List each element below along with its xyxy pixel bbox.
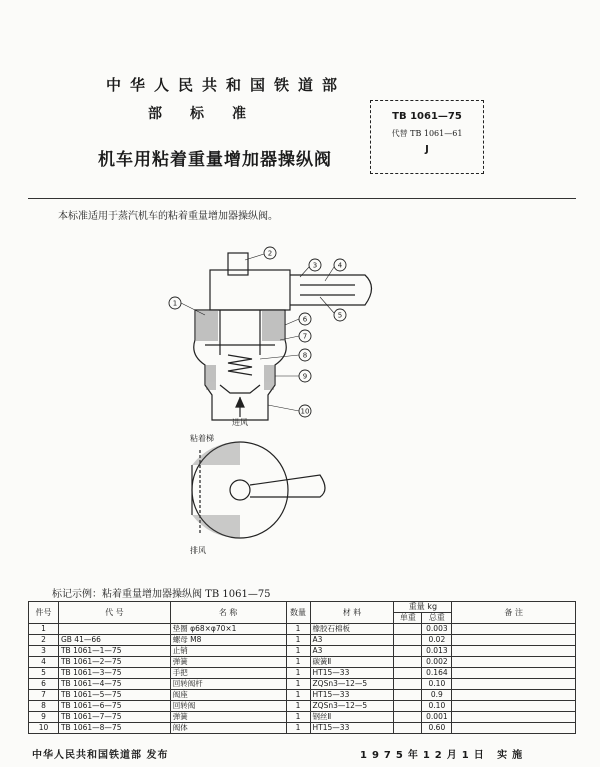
cell-remark: [452, 679, 576, 690]
parts-table: [28, 601, 576, 734]
cell-no: 1: [29, 624, 59, 635]
cell-unit: [394, 679, 422, 690]
cell-qty: 1: [286, 690, 310, 701]
cell-name: 回转阀杆: [170, 679, 286, 690]
cell-no: 5: [29, 668, 59, 679]
callout-9: 9: [302, 372, 308, 381]
cell-no: 6: [29, 679, 59, 690]
cell-total: 0.60: [422, 723, 452, 734]
cell-qty: 1: [286, 657, 310, 668]
callout-6: 6: [302, 315, 308, 324]
cell-material: 碳簧Ⅱ: [310, 657, 394, 668]
col-total-weight: 总重: [422, 613, 452, 624]
cell-total: 0.02: [422, 635, 452, 646]
table-row: [29, 657, 576, 668]
cell-code: GB 41—66: [58, 635, 170, 646]
col-no: 件号: [29, 602, 59, 624]
col-material: 材 料: [310, 602, 394, 624]
callout-5-top: 5: [337, 311, 343, 320]
cell-no: 9: [29, 712, 59, 723]
cell-no: 10: [29, 723, 59, 734]
cell-total: 0.003: [422, 624, 452, 635]
callout-10: 10: [300, 407, 310, 416]
cell-remark: [452, 690, 576, 701]
table-row: [29, 624, 576, 635]
cell-total: 0.10: [422, 701, 452, 712]
cell-no: 2: [29, 635, 59, 646]
replaces-standard: 代替 TB 1061—61: [391, 129, 463, 138]
cell-qty: 1: [286, 635, 310, 646]
cell-qty: 1: [286, 712, 310, 723]
cell-name: 止销: [170, 646, 286, 657]
table-row: [29, 701, 576, 712]
table-row: [29, 679, 576, 690]
scope-statement: 本标准适用于蒸汽机车的粘着重量增加器操纵阀。: [58, 211, 278, 222]
cell-code: TB 1061—6—75: [58, 701, 170, 712]
cell-name: 阀体: [170, 723, 286, 734]
air-in-label: 进风: [232, 418, 248, 427]
cell-unit: [394, 690, 422, 701]
cell-qty: 1: [286, 679, 310, 690]
cell-name: 垫圈 φ68×φ70×1: [170, 624, 286, 635]
marking-example: 标记示例：粘着重量增加器操纵阀 TB 1061—75: [52, 589, 271, 600]
cell-name: 弹簧: [170, 657, 286, 668]
cell-code: TB 1061—1—75: [58, 646, 170, 657]
col-unit-weight: 单重: [394, 613, 422, 624]
cell-material: ZQSn3—12—5: [310, 701, 394, 712]
standard-type-heading: 部标准: [148, 106, 274, 122]
standard-number: TB 1061—75: [392, 111, 462, 122]
callout-3: 3: [312, 261, 318, 270]
col-name: 名 称: [170, 602, 286, 624]
cell-qty: 1: [286, 624, 310, 635]
cell-name: 手把: [170, 668, 286, 679]
cell-material: HT15—33: [310, 668, 394, 679]
cell-unit: [394, 668, 422, 679]
cell-code: [58, 624, 170, 635]
cell-name: 弹簧: [170, 712, 286, 723]
valve-drawing: [150, 235, 390, 565]
table-row: [29, 635, 576, 646]
cell-material: 钢丝Ⅱ: [310, 712, 394, 723]
cell-qty: 1: [286, 723, 310, 734]
cell-code: TB 1061—7—75: [58, 712, 170, 723]
cell-remark: [452, 668, 576, 679]
table-row: [29, 712, 576, 723]
callout-4: 4: [337, 261, 343, 270]
table-row: [29, 668, 576, 679]
cell-name: 阀座: [170, 690, 286, 701]
cell-remark: [452, 712, 576, 723]
cell-code: TB 1061—3—75: [58, 668, 170, 679]
exhaust-label: 排风: [190, 546, 206, 555]
cell-remark: [452, 701, 576, 712]
callout-1: 1: [172, 299, 178, 308]
table-row: [29, 690, 576, 701]
cell-material: A3: [310, 646, 394, 657]
cell-name: 螺母 M8: [170, 635, 286, 646]
callout-2: 2: [267, 249, 273, 258]
cell-no: 8: [29, 701, 59, 712]
header-divider: [28, 198, 576, 199]
cell-unit: [394, 657, 422, 668]
cell-remark: [452, 646, 576, 657]
cell-material: HT15—33: [310, 690, 394, 701]
standard-number-box: [370, 100, 484, 174]
cell-code: TB 1061—4—75: [58, 679, 170, 690]
cell-code: TB 1061—5—75: [58, 690, 170, 701]
col-qty: 数量: [286, 602, 310, 624]
cell-qty: 1: [286, 668, 310, 679]
cell-total: 0.001: [422, 712, 452, 723]
document-title: 机车用粘着重量增加器操纵阀: [98, 150, 332, 170]
cell-material: HT15—33: [310, 723, 394, 734]
classification-code: J: [425, 144, 429, 155]
col-weight: 重量 kg: [394, 602, 452, 613]
effective-date: 1975年12月1日 实施: [360, 750, 528, 761]
cell-unit: [394, 635, 422, 646]
cell-code: TB 1061—8—75: [58, 723, 170, 734]
cell-material: ZQSn3—12—5: [310, 679, 394, 690]
adhesion-label: 粘着梯: [190, 434, 214, 443]
cell-total: 0.10: [422, 679, 452, 690]
cell-no: 3: [29, 646, 59, 657]
cell-material: 橡胶石棉板: [310, 624, 394, 635]
cell-material: A3: [310, 635, 394, 646]
col-code: 代 号: [58, 602, 170, 624]
col-remark: 备 注: [452, 602, 576, 624]
cell-total: 0.164: [422, 668, 452, 679]
callout-7: 7: [302, 332, 308, 341]
cell-unit: [394, 712, 422, 723]
issuer: 中华人民共和国铁道部 发布: [32, 750, 169, 761]
table-row: [29, 646, 576, 657]
cell-remark: [452, 635, 576, 646]
cell-no: 4: [29, 657, 59, 668]
cell-total: 0.013: [422, 646, 452, 657]
cell-remark: [452, 624, 576, 635]
cell-remark: [452, 723, 576, 734]
cell-unit: [394, 723, 422, 734]
cell-total: 0.002: [422, 657, 452, 668]
cell-unit: [394, 701, 422, 712]
cell-qty: 1: [286, 646, 310, 657]
table-row: [29, 723, 576, 734]
cell-total: 0.9: [422, 690, 452, 701]
cell-remark: [452, 657, 576, 668]
cell-code: TB 1061—2—75: [58, 657, 170, 668]
ministry-heading: 中华人民共和国铁道部: [106, 76, 347, 94]
cell-no: 7: [29, 690, 59, 701]
cell-name: 回转阀: [170, 701, 286, 712]
callout-8: 8: [302, 351, 308, 360]
cell-unit: [394, 646, 422, 657]
cell-qty: 1: [286, 701, 310, 712]
cell-unit: [394, 624, 422, 635]
